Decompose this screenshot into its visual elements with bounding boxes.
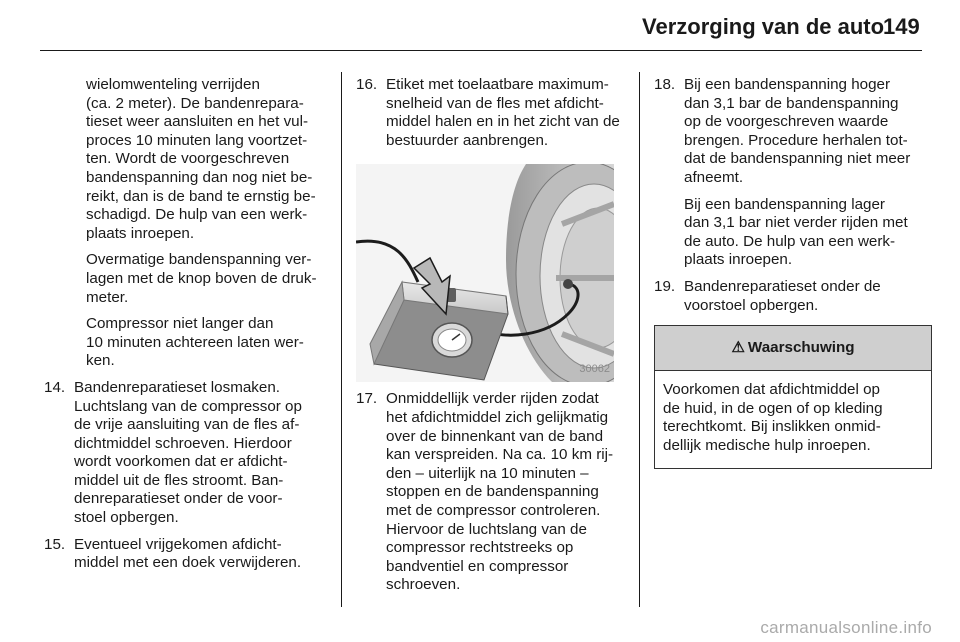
- line: dan 3,1 bar niet verder rijden met: [684, 214, 908, 232]
- line: schadigd. De hulp van een werk-: [86, 206, 308, 224]
- line: over de binnenkant van de band: [386, 427, 604, 445]
- line: meter.: [86, 288, 129, 306]
- line: snelheid van de fles met afdicht-: [386, 94, 604, 112]
- line: op de voorgeschreven waarde: [684, 113, 889, 131]
- line: Voorkomen dat afdichtmiddel op: [663, 381, 880, 399]
- line: de huid, in de ogen of op kleding: [663, 399, 883, 417]
- line: het afdichtmiddel zich gelijkmatig: [386, 408, 609, 426]
- overpressure-text: [56, 251, 341, 307]
- warning-box: [654, 325, 932, 468]
- step-number: 15.: [44, 535, 66, 553]
- line: stoel opbergen.: [74, 509, 179, 527]
- line: schroeven.: [386, 576, 461, 594]
- column-2: [356, 76, 626, 603]
- step-number: 18.: [654, 76, 676, 93]
- line: middel uit de fles stroomt. Ban-: [74, 471, 284, 489]
- line: dichtmiddel schroeven. Hierdoor: [74, 434, 292, 452]
- compressor-limit-text: [56, 315, 341, 371]
- step-number: 19.: [654, 277, 676, 295]
- page-number: 149: [883, 14, 920, 39]
- step-18: [654, 76, 930, 270]
- line: brengen. Procedure herhalen tot-: [684, 131, 908, 149]
- step-number: 16.: [356, 76, 378, 93]
- line: middel met een doek verwijderen.: [74, 554, 302, 572]
- line: lagen met de knop boven de druk-: [86, 269, 317, 287]
- line: voorstoel opbergen.: [684, 296, 819, 314]
- step-14: [44, 379, 341, 528]
- line: den – uiterlijk na 10 minuten –: [386, 464, 589, 482]
- line: (ca. 2 meter). De bandenrepara-: [86, 94, 304, 112]
- column-1: [44, 76, 341, 581]
- line: plaats inroepen.: [684, 251, 793, 269]
- line: Bandenreparatieset onder de: [684, 277, 881, 295]
- line: middel halen en in het zicht van de: [386, 113, 620, 131]
- figure-code: 30062: [579, 362, 610, 375]
- line: terechtkomt. Bij inslikken onmid-: [663, 418, 881, 436]
- column-divider-right: [639, 72, 640, 607]
- line: kan verspreiden. Na ca. 10 km rij-: [386, 446, 614, 464]
- column-divider-left: [341, 72, 342, 607]
- compressor-illustration: [356, 164, 614, 382]
- line: Overmatige bandenspanning ver-: [86, 251, 312, 269]
- line: stoppen en de bandenspanning: [386, 483, 599, 501]
- line: Eventueel vrijgekomen afdicht-: [74, 535, 282, 553]
- warning-title: Waarschuwing: [747, 338, 855, 356]
- line: de vrije aansluiting van de fles af-: [74, 416, 300, 434]
- line: dellijk medische hulp inroepen.: [663, 436, 871, 454]
- line: bandenspanning dan nog niet be-: [86, 168, 313, 186]
- line: plaats inroepen.: [86, 224, 195, 242]
- line: ken.: [86, 352, 115, 370]
- step-18-sub: [684, 196, 930, 270]
- line: Bij een bandenspanning hoger: [684, 76, 891, 93]
- step-16: [356, 76, 626, 150]
- line: denreparatieset onder de voor-: [74, 490, 283, 508]
- page-header-title: Verzorging van de auto: [642, 14, 885, 39]
- line: proces 10 minuten lang voortzet-: [86, 131, 308, 149]
- line: de auto. De hulp van een werk-: [684, 232, 896, 250]
- line: met de compressor controleren.: [386, 501, 601, 519]
- line: bandventiel en compressor: [386, 557, 569, 575]
- compressor-tyre-drawing: [356, 164, 614, 382]
- step-15: [44, 536, 341, 573]
- line: afneemt.: [684, 168, 744, 186]
- warning-body: [655, 371, 931, 467]
- line: Hiervoor de luchtslang van de: [386, 520, 587, 538]
- watermark: carmanualsonline.info: [760, 618, 932, 637]
- line: wielomwenteling verrijden: [86, 76, 260, 93]
- line: Etiket met toelaatbare maximum-: [386, 76, 609, 93]
- header-rule: [40, 50, 922, 51]
- warning-triangle-icon: ⚠: [731, 338, 745, 356]
- step-number: 14.: [44, 378, 66, 396]
- warning-header: [655, 326, 931, 371]
- line: tieset weer aansluiten en het vul-: [86, 113, 309, 131]
- line: dat de bandenspanning niet meer: [684, 150, 911, 168]
- step-17: [356, 390, 626, 595]
- line: Bandenreparatieset losmaken.: [74, 378, 281, 396]
- line: Onmiddellijk verder rijden zodat: [386, 390, 599, 408]
- step-number: 17.: [356, 390, 378, 408]
- line: Bij een bandenspanning lager: [684, 195, 885, 213]
- line: reikt, dan is de band te ernstig be-: [86, 187, 316, 205]
- step-19: [654, 278, 930, 315]
- line: dan 3,1 bar de bandenspanning: [684, 94, 899, 112]
- column-3: [654, 76, 930, 469]
- line: Luchtslang van de compressor op: [74, 397, 302, 415]
- line: compressor rechtstreeks op: [386, 539, 574, 557]
- line: ten. Wordt de voorgeschreven: [86, 150, 290, 168]
- line: 10 minuten achtereen laten wer-: [86, 333, 304, 351]
- line: wordt voorkomen dat er afdicht-: [74, 453, 288, 471]
- line: bestuurder aanbrengen.: [386, 131, 549, 149]
- line: Compressor niet langer dan: [86, 315, 274, 333]
- continuation-text: [56, 76, 341, 243]
